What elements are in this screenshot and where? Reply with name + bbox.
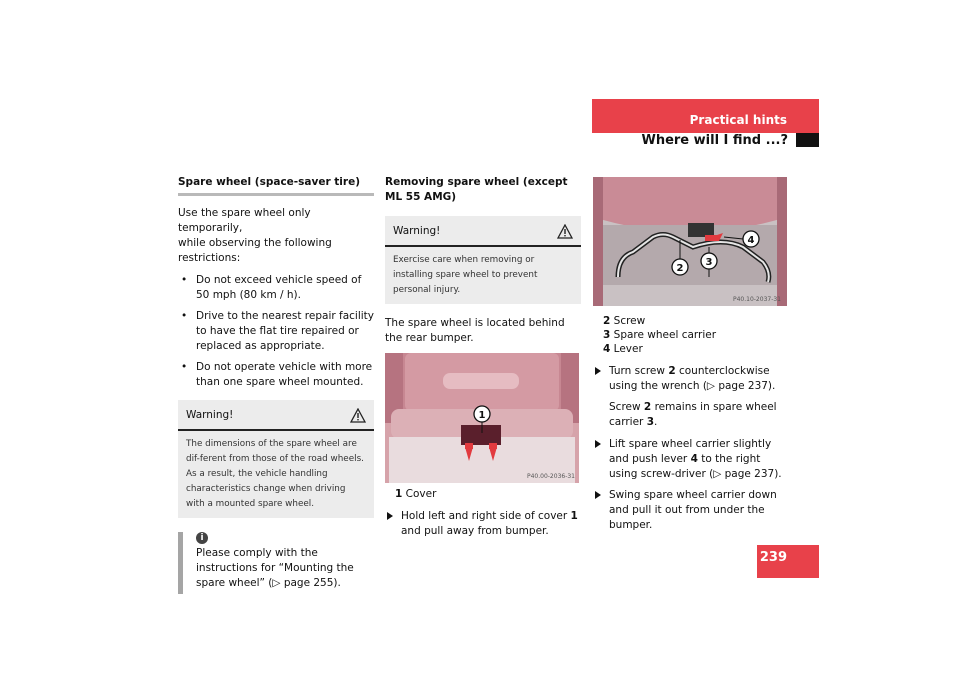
- intro-line-1: Use the spare wheel only temporarily,: [178, 207, 311, 234]
- warning-triangle-icon: [350, 408, 366, 423]
- legend-item: 4 Lever: [603, 343, 643, 355]
- page-number-tab: [757, 545, 819, 578]
- legend-item: 1 Cover: [395, 488, 437, 500]
- warning-box: [178, 400, 374, 518]
- figure-legend: [603, 314, 789, 356]
- rear-bumper-illustration: [385, 353, 579, 483]
- spare-wheel-carrier-photo: [593, 177, 787, 306]
- intro-line-2: while observing the following restrictions:: [178, 237, 332, 264]
- callout-4: 4: [747, 235, 755, 246]
- bullet-item: • Do not operate vehicle with more than one spare wheel mounted.: [178, 360, 374, 390]
- arrow-icon: [387, 512, 393, 520]
- heading-rule: [178, 193, 374, 196]
- step-note: Screw 2 remains in spare wheel carrier 3.: [609, 401, 777, 428]
- callout-1: 1: [478, 410, 486, 421]
- column-removing-spare-wheel: [385, 175, 581, 545]
- section-header: [592, 99, 819, 133]
- info-icon: i: [196, 532, 208, 544]
- bullet-item: • Drive to the nearest repair facility to have the flat tire repaired or replaced as appropriate.: [178, 309, 374, 354]
- removing-heading-line-1: Removing spare wheel (except: [385, 176, 568, 188]
- warning-box: [385, 216, 581, 304]
- rear-bumper-photo: [385, 353, 579, 483]
- arrow-icon: [595, 440, 601, 448]
- legend-item: 2 Screw: [603, 315, 646, 327]
- warning-text: Exercise care when removing or installing spare wheel to prevent personal injury.: [393, 255, 538, 295]
- info-note: [178, 532, 374, 591]
- page-number: 239: [759, 550, 787, 565]
- arrow-icon: [595, 367, 601, 375]
- subsection-title: Where will I find ...?: [641, 133, 788, 148]
- step-item: Hold left and right side of cover 1 and pull away from bumper.: [385, 509, 581, 539]
- step-item: Swing spare wheel carrier down and pull it out from under the bumper.: [593, 488, 789, 533]
- callout-3: 3: [705, 257, 713, 268]
- step-item: Lift spare wheel carrier slightly and push lever 4 to the right using screw-driver (▷ page 237).: [593, 437, 789, 482]
- bullet-item: • Do not exceed vehicle speed of 50 mph (80 km / h).: [178, 273, 374, 303]
- arrow-icon: [595, 491, 601, 499]
- step-item: Turn screw 2 counterclockwise using the wrench (▷ page 237).: [593, 364, 789, 394]
- legend-item: 3 Spare wheel carrier: [603, 329, 717, 341]
- info-bar: [178, 532, 183, 594]
- removing-heading-line-2: ML 55 AMG): [385, 191, 457, 203]
- warning-label: Warning!: [186, 409, 234, 421]
- spare-wheel-heading: Spare wheel (space-saver tire): [178, 176, 360, 188]
- warning-triangle-icon: [557, 224, 573, 239]
- section-title: Practical hints: [689, 113, 787, 127]
- column-spare-wheel: [178, 175, 374, 591]
- location-paragraph: The spare wheel is located behind the rear bumper.: [385, 317, 565, 344]
- figure-code: P40.00-2036-31: [526, 473, 575, 480]
- carrier-illustration: [593, 177, 787, 306]
- warning-text: The dimensions of the spare wheel are dif-ferent from those of the road wheels. As a result, the vehicle handling characteristics change when driving with a mounted spare wheel.: [186, 439, 364, 509]
- callout-2: 2: [676, 263, 684, 274]
- figure-code: P40.10-2037-31: [732, 296, 781, 303]
- figure-legend: [395, 487, 581, 501]
- info-text: Please comply with the instructions for “Mounting the spare wheel” (▷ page 255).: [196, 547, 354, 589]
- header-marker: [796, 133, 819, 147]
- column-carrier: [593, 177, 789, 539]
- warning-label: Warning!: [393, 225, 441, 237]
